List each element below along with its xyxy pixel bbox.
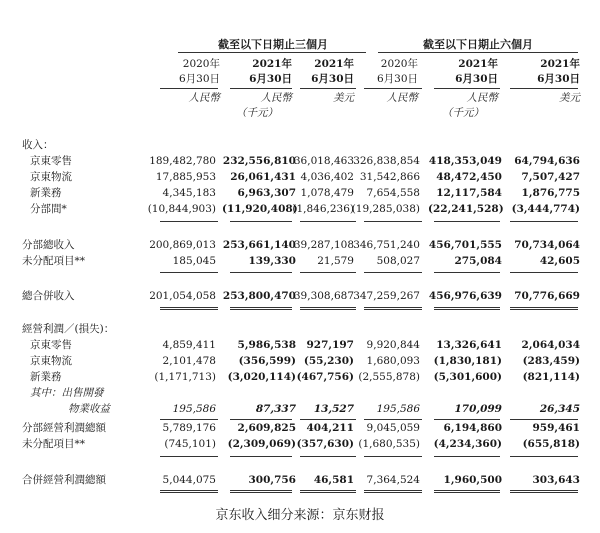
cell-value: 170,099 xyxy=(454,403,502,415)
subtotal-rule xyxy=(160,419,218,420)
cell-value: (655,818) xyxy=(522,438,580,450)
column-rule xyxy=(300,88,356,89)
cell-value: 508,027 xyxy=(376,255,420,267)
column-rule xyxy=(434,88,500,89)
cell-value: 36,018,463 xyxy=(293,155,354,167)
total-rule xyxy=(160,456,218,457)
total-rule xyxy=(300,456,356,457)
cell-value: 7,654,558 xyxy=(366,187,420,199)
cell-value: (1,830,181) xyxy=(433,355,502,367)
subtotal-rule xyxy=(230,221,292,222)
cell-value: 189,482,780 xyxy=(149,155,216,167)
row-label: 京東零售 xyxy=(30,155,72,167)
table-row xyxy=(0,154,600,169)
col-year: 2021年 xyxy=(252,58,292,70)
cell-value: 139,330 xyxy=(248,255,296,267)
col-date: 6月30日 xyxy=(249,73,292,85)
cell-value: 5,789,176 xyxy=(162,422,216,434)
double-rule xyxy=(230,307,292,310)
cell-value: (55,230) xyxy=(303,355,354,367)
subtotal-rule xyxy=(300,419,356,420)
cell-value: (357,630) xyxy=(296,438,354,450)
subtotal-rule xyxy=(364,419,422,420)
cell-value: 6,194,860 xyxy=(443,422,502,434)
row-label: 京東物流 xyxy=(30,355,72,367)
cell-value: 201,054,058 xyxy=(149,290,216,302)
total-rule xyxy=(510,456,578,457)
column-rule xyxy=(160,88,218,89)
total-rule xyxy=(434,272,500,273)
cell-value: (1,171,713) xyxy=(154,371,216,383)
cell-value: 253,661,140 xyxy=(222,239,296,251)
col-year: 2020年 xyxy=(380,58,418,70)
cell-value: 2,064,034 xyxy=(521,339,580,351)
cell-value: 87,337 xyxy=(255,403,296,415)
cell-value: 13,527 xyxy=(313,403,354,415)
cell-value: (1,846,236) xyxy=(292,203,354,215)
col-date: 6月30日 xyxy=(537,73,580,85)
cell-value: 46,581 xyxy=(313,474,354,486)
table-row xyxy=(0,254,600,269)
subtotal-rule xyxy=(364,221,422,222)
col-year: 2020年 xyxy=(182,58,220,70)
double-rule xyxy=(434,490,500,493)
cell-value: 253,800,470 xyxy=(222,290,296,302)
row-label: 物業收益 xyxy=(68,403,110,415)
row-label: 經營利潤／(損失)： xyxy=(22,323,115,335)
row-label: 新業務 xyxy=(30,371,62,383)
col-unit: （千元） xyxy=(442,107,484,119)
subtotal-rule xyxy=(230,419,292,420)
table-row xyxy=(0,186,600,201)
row-label: 其中：出售開發 xyxy=(30,387,104,399)
cell-value: 185,045 xyxy=(172,255,216,267)
cell-value: 2,101,478 xyxy=(162,355,216,367)
table-row xyxy=(0,289,600,304)
double-rule xyxy=(434,307,500,310)
row-label: 未分配項目** xyxy=(22,255,85,267)
cell-value: 275,084 xyxy=(454,255,502,267)
subtotal-rule xyxy=(510,419,578,420)
cell-value: 42,605 xyxy=(539,255,580,267)
cell-value: 70,734,064 xyxy=(514,239,580,251)
cell-value: (3,444,774) xyxy=(511,203,580,215)
column-rule xyxy=(364,88,422,89)
cell-value: (2,555,878) xyxy=(358,371,420,383)
col-currency: 美元 xyxy=(559,92,580,104)
cell-value: 404,211 xyxy=(306,422,354,434)
col-date: 6月30日 xyxy=(178,73,220,85)
total-rule xyxy=(510,272,578,273)
table-row xyxy=(0,354,600,369)
col-currency: 美元 xyxy=(333,92,354,104)
cell-value: (2,309,069) xyxy=(227,438,296,450)
cell-value: 959,461 xyxy=(532,422,580,434)
cell-value: 13,326,641 xyxy=(436,339,502,351)
double-rule xyxy=(300,307,356,310)
table-row xyxy=(0,170,600,185)
cell-value: 9,045,059 xyxy=(366,422,420,434)
row-label: 總合併收入 xyxy=(22,290,75,302)
table-row xyxy=(0,238,600,253)
cell-value: 195,586 xyxy=(376,403,420,415)
subtotal-rule xyxy=(300,221,356,222)
cell-value: 232,556,810 xyxy=(222,155,296,167)
col-year: 2021年 xyxy=(540,58,580,70)
cell-value: 7,364,524 xyxy=(366,474,420,486)
total-rule xyxy=(364,272,422,273)
cell-value: (283,459) xyxy=(522,355,580,367)
cell-value: 39,308,687 xyxy=(293,290,354,302)
row-label: 分部經營利潤總額 xyxy=(22,422,106,434)
cell-value: 303,643 xyxy=(532,474,580,486)
col-currency: 人民幣 xyxy=(260,92,292,104)
col-currency: 人民幣 xyxy=(386,92,418,104)
cell-value: (356,599) xyxy=(238,355,296,367)
cell-value: 4,345,183 xyxy=(162,187,216,199)
cell-value: 347,259,267 xyxy=(353,290,420,302)
cell-value: 12,117,584 xyxy=(436,187,502,199)
double-rule xyxy=(364,490,422,493)
total-rule xyxy=(230,456,292,457)
cell-value: 300,756 xyxy=(248,474,296,486)
total-rule xyxy=(300,272,356,273)
cell-value: 4,036,402 xyxy=(300,171,354,183)
double-rule xyxy=(510,307,578,310)
total-rule xyxy=(160,272,218,273)
col-date: 6月30日 xyxy=(455,73,498,85)
subtotal-rule xyxy=(160,221,218,222)
header-six-months-rule xyxy=(378,52,578,53)
cell-value: 70,776,669 xyxy=(514,290,580,302)
cell-value: 21,579 xyxy=(317,255,354,267)
double-rule xyxy=(160,490,218,493)
header-three-months: 截至以下日期止三個月 xyxy=(218,38,328,51)
table-row xyxy=(0,421,600,436)
cell-value: 9,920,844 xyxy=(366,339,420,351)
cell-value: 1,876,775 xyxy=(521,187,580,199)
double-rule xyxy=(230,490,292,493)
col-currency: 人民幣 xyxy=(466,92,498,104)
cell-value: 1,078,479 xyxy=(300,187,354,199)
cell-value: (467,756) xyxy=(296,371,354,383)
row-label: 分部間* xyxy=(30,203,67,215)
subtotal-rule xyxy=(434,419,500,420)
cell-value: (19,285,038) xyxy=(351,203,420,215)
double-rule xyxy=(300,490,356,493)
col-currency: 人民幣 xyxy=(188,92,220,104)
cell-value: 31,542,866 xyxy=(359,171,420,183)
col-year: 2021年 xyxy=(314,58,354,70)
column-rule xyxy=(230,88,292,89)
cell-value: 48,472,450 xyxy=(436,171,502,183)
cell-value: (1,680,535) xyxy=(358,438,420,450)
cell-value: 418,353,049 xyxy=(428,155,502,167)
cell-value: (745,101) xyxy=(164,438,216,450)
cell-value: 26,345 xyxy=(539,403,580,415)
total-rule xyxy=(230,272,292,273)
col-date: 6月30日 xyxy=(376,73,418,85)
col-unit: （千元） xyxy=(236,107,278,119)
cell-value: 346,751,240 xyxy=(353,239,420,251)
subtotal-rule xyxy=(510,221,578,222)
row-label: 京東零售 xyxy=(30,339,72,351)
total-rule xyxy=(364,456,422,457)
table-row xyxy=(0,322,600,337)
column-rule xyxy=(510,88,578,89)
cell-value: 456,701,555 xyxy=(428,239,502,251)
table-row xyxy=(0,370,600,385)
total-rule xyxy=(434,456,500,457)
cell-value: 927,197 xyxy=(306,339,354,351)
figure-caption: 京东收入细分来源：京东财报 xyxy=(215,508,385,523)
row-label: 未分配項目** xyxy=(22,438,85,450)
cell-value: 4,859,411 xyxy=(162,339,216,351)
cell-value: 2,609,825 xyxy=(237,422,296,434)
table-row xyxy=(0,138,600,153)
row-label: 收入： xyxy=(22,139,54,151)
col-date: 6月30日 xyxy=(311,73,354,85)
cell-value: 39,287,108 xyxy=(293,239,354,251)
cell-value: 5,044,075 xyxy=(162,474,216,486)
cell-value: 326,838,854 xyxy=(353,155,420,167)
subtotal-rule xyxy=(434,221,500,222)
row-label: 分部總收入 xyxy=(22,239,75,251)
header-three-months-rule xyxy=(178,52,366,53)
row-label: 合併經營利潤總額 xyxy=(22,474,106,486)
table-row xyxy=(0,338,600,353)
cell-value: 195,586 xyxy=(172,403,216,415)
table-row xyxy=(0,402,600,417)
cell-value: 7,507,427 xyxy=(521,171,580,183)
cell-value: 17,885,953 xyxy=(155,171,216,183)
cell-value: 6,963,307 xyxy=(237,187,296,199)
cell-value: (22,241,528) xyxy=(428,203,504,215)
cell-value: (5,301,600) xyxy=(433,371,502,383)
cell-value: 64,794,636 xyxy=(514,155,580,167)
table-row xyxy=(0,386,600,401)
row-label: 京東物流 xyxy=(30,171,72,183)
cell-value: (3,020,114) xyxy=(227,371,296,383)
double-rule xyxy=(510,490,578,493)
row-label: 新業務 xyxy=(30,187,62,199)
double-rule xyxy=(364,307,422,310)
table-row xyxy=(0,473,600,488)
cell-value: 1,960,500 xyxy=(443,474,502,486)
header-six-months: 截至以下日期止六個月 xyxy=(423,38,533,51)
table-row xyxy=(0,202,600,217)
cell-value: 26,061,431 xyxy=(230,171,296,183)
cell-value: 1,680,093 xyxy=(366,355,420,367)
cell-value: (4,234,360) xyxy=(433,438,502,450)
cell-value: 456,976,639 xyxy=(428,290,502,302)
cell-value: 5,986,538 xyxy=(237,339,296,351)
double-rule xyxy=(160,307,218,310)
cell-value: (821,114) xyxy=(522,371,580,383)
col-year: 2021年 xyxy=(458,58,498,70)
cell-value: 200,869,013 xyxy=(149,239,216,251)
cell-value: (10,844,903) xyxy=(147,203,216,215)
cell-value: (11,920,408) xyxy=(222,203,298,215)
table-row xyxy=(0,437,600,452)
